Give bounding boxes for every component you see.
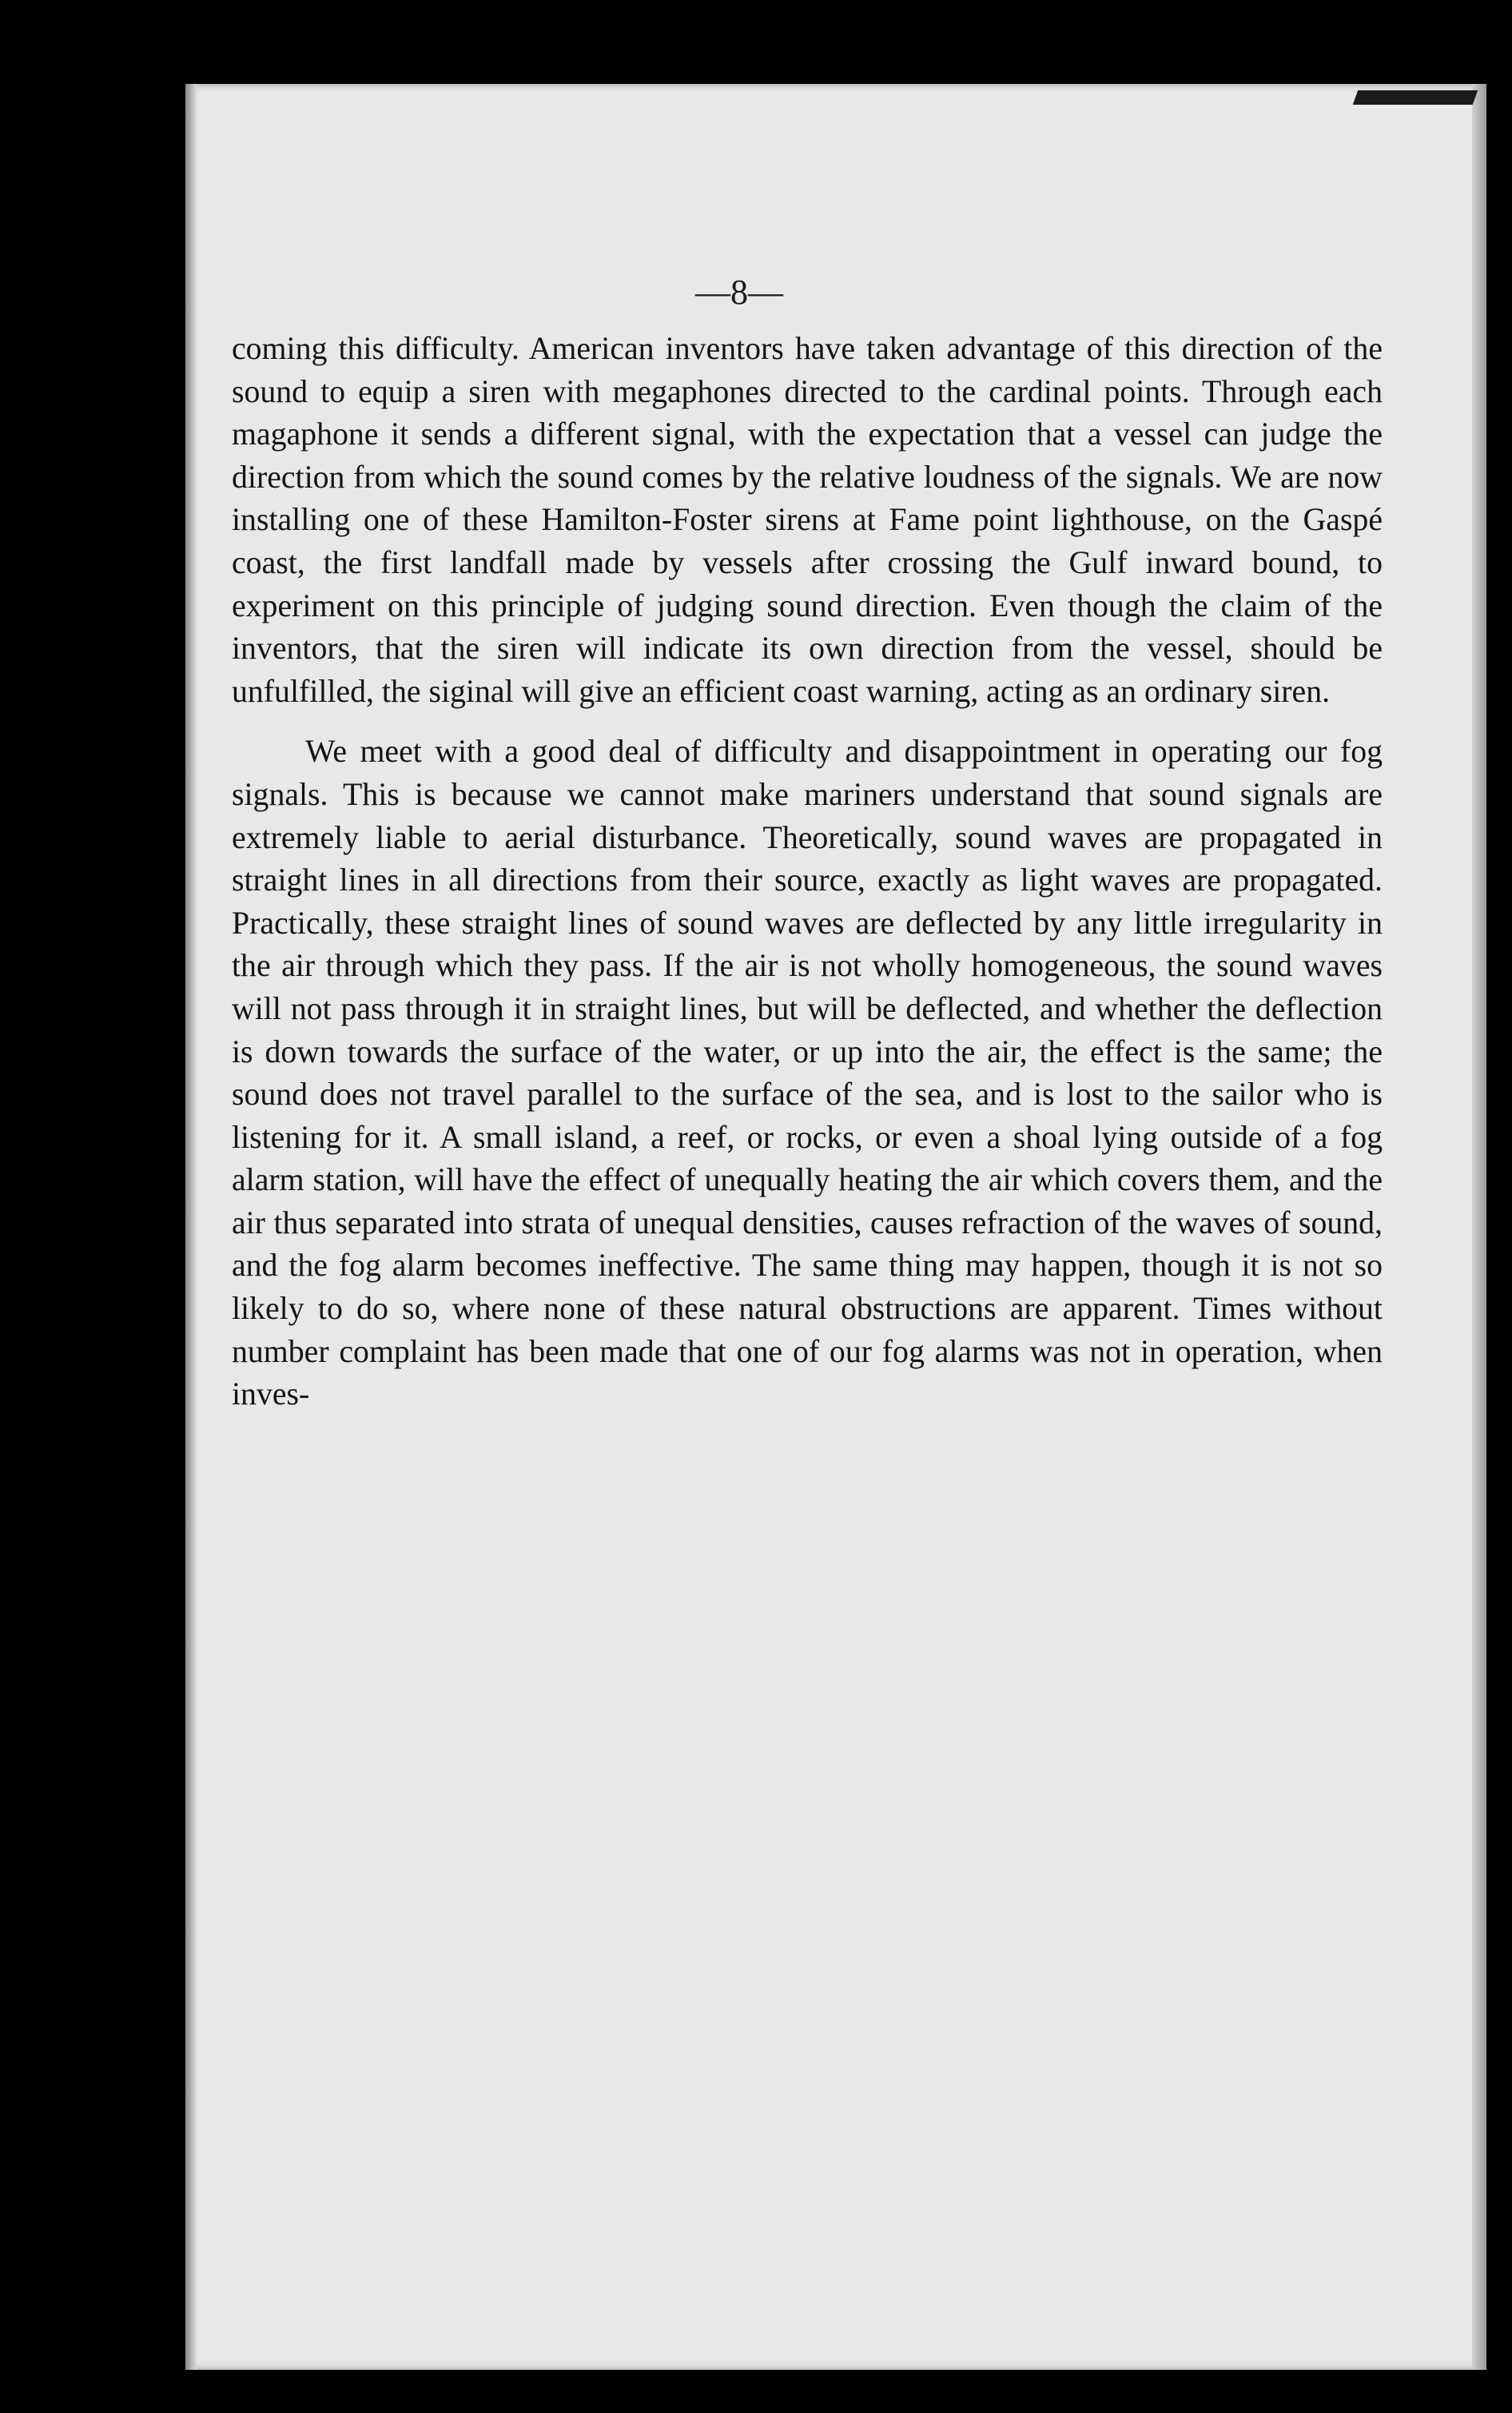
corner-scan-mark — [1353, 90, 1478, 105]
paragraph-1: coming this difficulty. American inventors have taken advantage of this direction of the sound to equip a siren with megaphones directed to the cardinal points. Through each magaphone it sends a different signal, with the expectation that a vessel can judge the direction from which the sound comes by the relative loudness of the signals. We are now installing one of these Hamilton-Foster sirens at Fame point lighthouse, on the Gaspé coast, the first landfall made by vessels after crossing the Gulf inward bound, to experiment on this principle of judging sound direction. Even though the claim of the inventors, that the siren will indicate its own direction from the vessel, should be unfulfilled, the siginal will give an efficient coast warning, acting as an ordinary siren. — [232, 331, 1383, 709]
body-text — [232, 328, 1383, 1416]
page-right-edge — [1472, 84, 1486, 2370]
paragraph-2: We meet with a good deal of difficulty and disappointment in operating our fog signals. This is because we cannot make mariners understand that sound signals are extremely liable to aerial disturbance. Theoretically, sound waves are propagated in straight lines in all directions from their source, exactly as light waves are propagated. Practically, these straight lines of sound waves are deflected by any little irregularity in the air through which they pass. If the air is not wholly homogeneous, the sound waves will not pass through it in straight lines, but will be deflected, and whether the deflection is down towards the surface of the water, or up into the air, the effect is the same; the sound does not travel parallel to the surface of the sea, and is lost to the sailor who is listening for it. A small island, a reef, or rocks, or even a shoal lying outside of a fog alarm station, will have the effect of unequally heating the air which covers them, and the air thus separated into strata of unequal densities, causes refraction of the waves of sound, and the fog alarm becomes ineffective. The same thing may happen, though it is not so likely to do so, where none of these natural obstructions are apparent. Times without number complaint has been made that one of our fog alarms was not in operation, when inves- — [232, 734, 1383, 1412]
page-number: —8— — [695, 273, 783, 312]
page-binding-edge — [185, 84, 197, 2370]
